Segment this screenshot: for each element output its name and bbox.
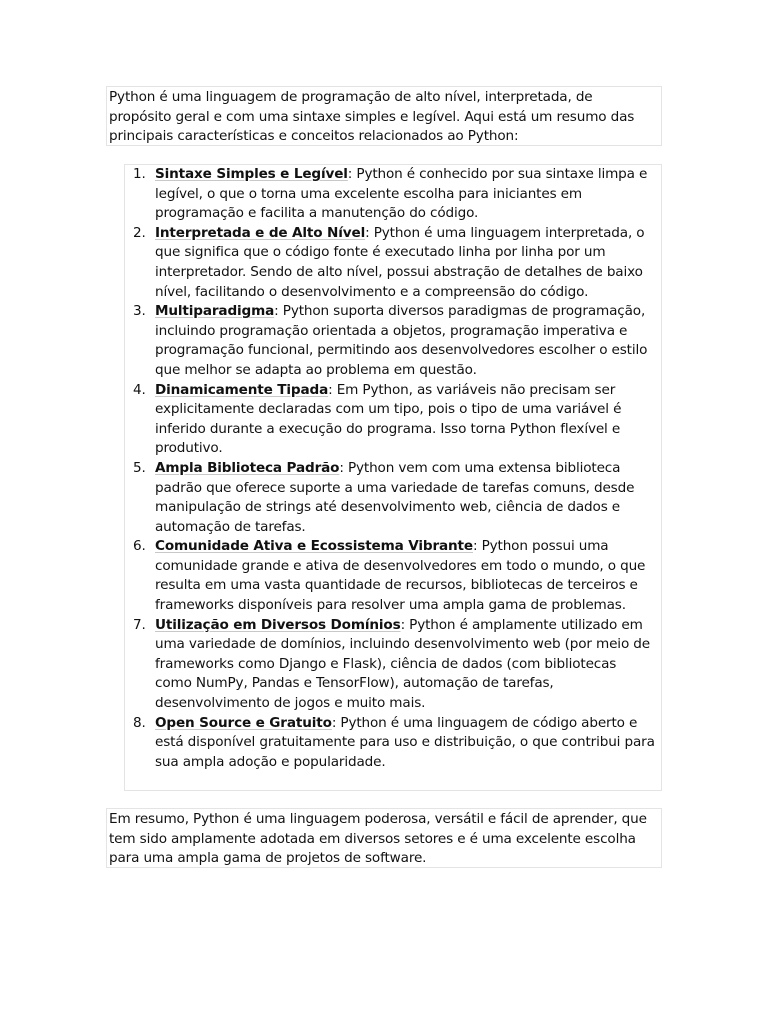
list-item-description: : Python vem com uma extensa biblioteca padrão que oferece suporte a uma variedade de tarefas comuns, desde manipulação de strings até desenvolvimento web, ciência de dados e automação de tarefas. — [155, 459, 635, 535]
list-item-number: 6. — [133, 538, 146, 555]
list-item-number: 3. — [133, 303, 146, 320]
list-item — [125, 616, 661, 714]
list-item-number: 5. — [133, 459, 146, 476]
list-item-description: : Python é uma linguagem de código aberto e está disponível gratuitamente para uso e distribuição, o que contribui para sua ampla adoção e popularidade. — [155, 714, 655, 770]
list-item-term: Open Source e Gratuito — [155, 714, 332, 731]
list-item-description: : Python suporta diversos paradigmas de programação, incluindo programação orientada a objetos, programação imperativa e programação funcional, permitindo aos desenvolvedores escolher o estilo que melhor se adapta ao problema em questão. — [155, 303, 648, 378]
list-item-number: 8. — [133, 714, 146, 731]
list-item — [125, 537, 661, 615]
list-item — [125, 165, 661, 224]
list-item-number: 2. — [133, 224, 146, 241]
list-item-number: 4. — [133, 381, 146, 398]
list-item-term: Comunidade Ativa e Ecossistema Vibrante — [155, 538, 473, 555]
list-item — [125, 714, 661, 773]
list-item-number: 7. — [133, 616, 146, 633]
list-item-description: : Python é conhecido por sua sintaxe limpa e legível, o que o torna uma excelente escolha para iniciantes em programação e facilita a manutenção do código. — [155, 166, 648, 222]
list-item-description: : Python possui uma comunidade grande e ativa de desenvolvedores em todo o mundo, o que resulta em uma vasta quantidade de recursos, bibliotecas de terceiros e frameworks disponíveis para resolver uma ampla gama de problemas. — [155, 538, 646, 614]
list-item-description: : Python é uma linguagem interpretada, o que significa que o código fonte é executado linha por linha por um interpretador. Sendo de alto nível, possui abstração de detalhes de baixo nível, facilitando o desenvolvimento e a compreensão do código. — [155, 224, 645, 300]
features-list-box — [124, 164, 662, 791]
list-item-term: Sintaxe Simples e Legível — [155, 166, 348, 182]
list-item — [125, 459, 661, 537]
list-item — [125, 224, 661, 302]
list-item — [125, 302, 661, 380]
list-item-term: Utilização em Diversos Domínios — [155, 616, 401, 633]
list-item-term: Ampla Biblioteca Padrão — [155, 459, 340, 476]
list-item-term: Dinamicamente Tipada — [155, 381, 329, 398]
intro-paragraph: Python é uma linguagem de programação de alto nível, interpretada, de propósito geral e com uma sintaxe simples e legível. Aqui está um resumo das principais características e conceitos relacionados ao Python: — [106, 86, 662, 146]
summary-paragraph: Em resumo, Python é uma linguagem poderosa, versátil e fácil de aprender, que tem sido amplamente adotada em diversos setores e é uma excelente escolha para uma ampla gama de projetos de software. — [106, 808, 662, 868]
list-item-description: : Em Python, as variáveis não precisam ser explicitamente declaradas com um tipo, pois o tipo de uma variável é inferido durante a execução do programa. Isso torna Python flexível e produtivo. — [155, 381, 622, 457]
list-item-term: Interpretada e de Alto Nível — [155, 224, 366, 241]
list-item — [125, 381, 661, 459]
list-item-description: : Python é amplamente utilizado em uma variedade de domínios, incluindo desenvolvimento web (por meio de frameworks como Django e Flask), ciência de dados (com bibliotecas como NumPy, Pandas e TensorFlow), automação de tarefas, desenvolvimento de jogos e muito mais. — [155, 616, 650, 712]
list-item-term: Multiparadigma — [155, 303, 275, 320]
list-item-number: 1. — [133, 166, 146, 182]
features-list — [125, 165, 661, 772]
